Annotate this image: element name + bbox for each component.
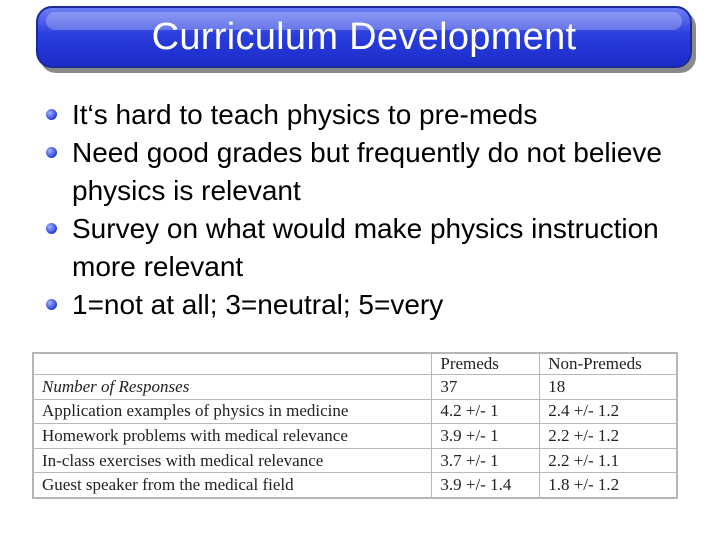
bullet-dot-icon (46, 223, 57, 234)
non-premeds-value: 2.2 +/- 1.2 (540, 424, 677, 449)
bullet-list (46, 96, 686, 324)
bullet-item (46, 96, 686, 134)
table-header-row (34, 354, 677, 375)
bullet-text: Survey on what would make physics instruction more relevant (72, 213, 659, 282)
table-row (34, 448, 677, 473)
bullet-text: It‘s hard to teach physics to pre-meds (72, 99, 538, 130)
header-cell-empty (34, 354, 432, 375)
table-row (34, 375, 677, 400)
bullet-dot-icon (46, 299, 57, 310)
row-label: Guest speaker from the medical field (34, 473, 432, 498)
row-label: Number of Responses (34, 375, 432, 400)
bullet-dot-icon (46, 147, 57, 158)
bullet-dot-icon (46, 109, 57, 120)
bullet-text: 1=not at all; 3=neutral; 5=very (72, 289, 444, 320)
premeds-value: 4.2 +/- 1 (432, 399, 540, 424)
non-premeds-value: 2.4 +/- 1.2 (540, 399, 677, 424)
bullet-text: Need good grades but frequently do not believe physics is relevant (72, 137, 662, 206)
slide-title: Curriculum Development (151, 15, 577, 58)
header-cell-premeds: Premeds (432, 354, 540, 375)
premeds-value: 3.9 +/- 1.4 (432, 473, 540, 498)
non-premeds-value: 1.8 +/- 1.2 (540, 473, 677, 498)
header-cell-non-premeds: Non-Premeds (540, 354, 677, 375)
bullet-item (46, 134, 686, 210)
survey-table-container (32, 352, 678, 499)
table-row (34, 473, 677, 498)
table-row (34, 424, 677, 449)
non-premeds-value: 2.2 +/- 1.1 (540, 448, 677, 473)
row-label: Application examples of physics in medicine (34, 399, 432, 424)
row-label: Homework problems with medical relevance (34, 424, 432, 449)
row-label: In-class exercises with medical relevance (34, 448, 432, 473)
title-banner (36, 6, 692, 68)
bullet-item (46, 286, 686, 324)
non-premeds-value: 18 (540, 375, 677, 400)
premeds-value: 3.7 +/- 1 (432, 448, 540, 473)
bullet-item (46, 210, 686, 286)
survey-table (33, 353, 677, 498)
premeds-value: 37 (432, 375, 540, 400)
premeds-value: 3.9 +/- 1 (432, 424, 540, 449)
table-row (34, 399, 677, 424)
